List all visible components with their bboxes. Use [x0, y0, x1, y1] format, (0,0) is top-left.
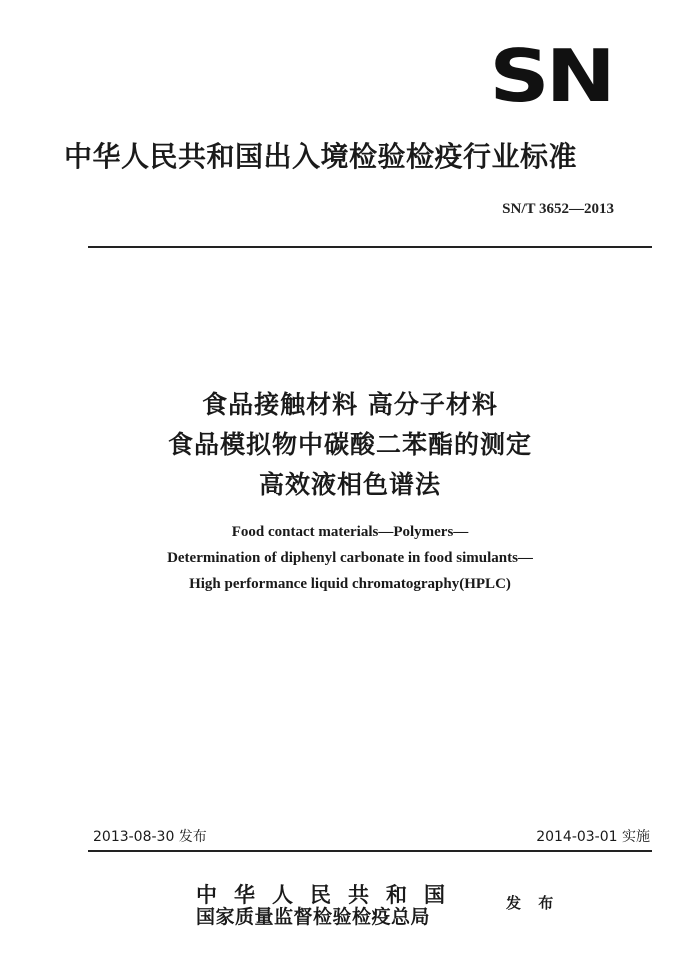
bottom-divider — [88, 850, 652, 852]
issuer-country: 中华人民共和国 — [196, 883, 462, 907]
english-title-line-1: Food contact materials—Polymers— — [231, 524, 469, 540]
implementation-date: 2014-03-01 实施 — [536, 829, 650, 845]
english-title-line-2: Determination of diphenyl carbonate in food simulants— — [167, 550, 533, 566]
issue-verb: 发 布 — [506, 894, 560, 912]
issuer-agency: 国家质量监督检验检疫总局 — [196, 906, 431, 928]
standard-number: SN/T 3652—2013 — [502, 201, 614, 217]
chinese-title-line-2: 食品模拟物中碳酸二苯酯的测定 — [167, 430, 532, 459]
top-divider — [88, 246, 652, 248]
chinese-title-line-1: 食品接触材料 高分子材料 — [202, 390, 498, 419]
chinese-title-line-3: 高效液相色谱法 — [258, 470, 441, 499]
organization-title: 中华人民共和国出入境检验检疫行业标准 — [64, 140, 578, 173]
sn-logo: SN — [489, 33, 612, 119]
issue-date: 2013-08-30 发布 — [93, 829, 207, 845]
english-title-line-3: High performance liquid chromatography(HPLC) — [189, 576, 511, 592]
